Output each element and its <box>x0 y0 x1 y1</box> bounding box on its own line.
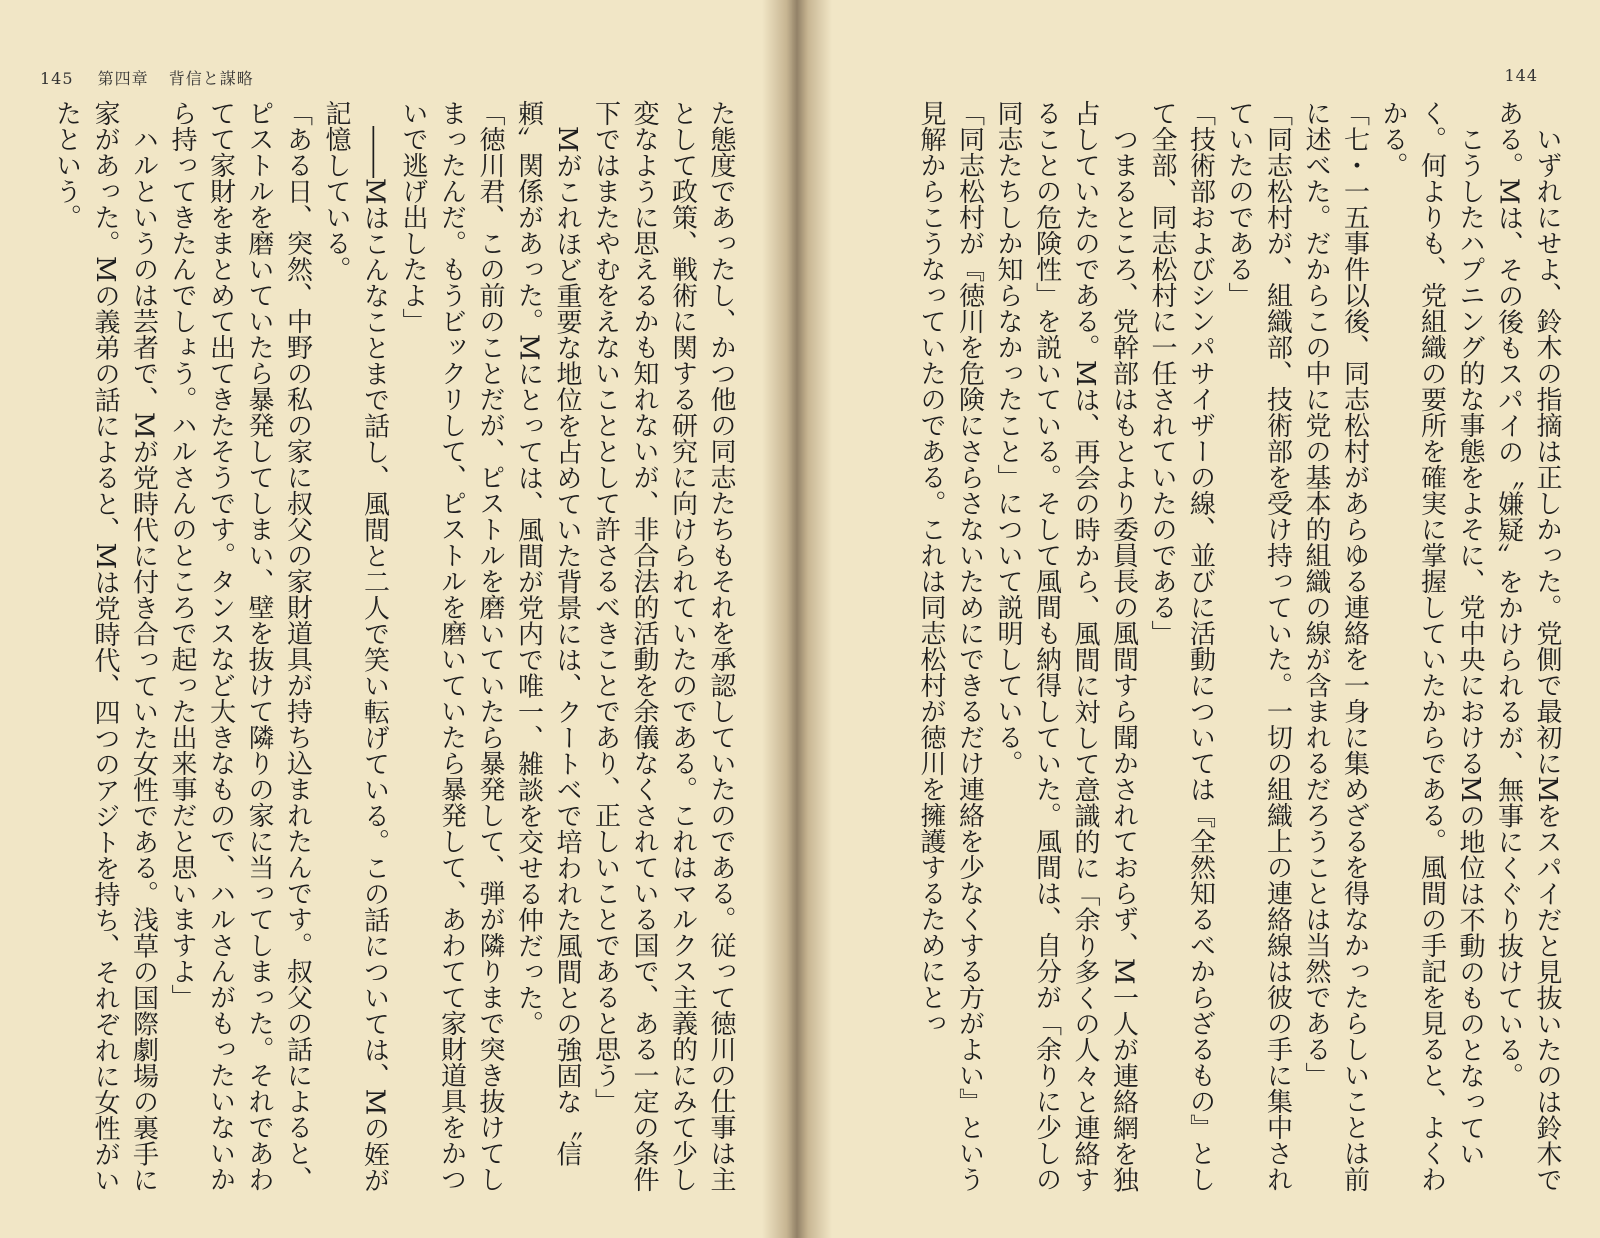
paragraph: いずれにせよ、鈴木の指摘は正しかった。党側で最初にMをスパイだと見抜いたのは鈴木である。Mは、その後もスパイの〝嫌疑〟をかけられるが、無事にくぐり抜けている。 <box>1493 100 1562 1193</box>
paragraph: ハルというのは芸者で、Mが党時代に付き合っていた女性である。浅草の国際劇場の裏手に家があった。Mの義弟の話によると、Mは党時代、四つのアジトを持ち、それぞれに女性がいたという。 <box>51 100 159 1194</box>
quotation: 「技術部およびシンパサイザーの線、並びに活動については『全然知るべからざるもの』として全部、同志松村に一任されていたのである」 <box>1147 100 1216 1192</box>
paragraph: つまるところ、党幹部はもとより委員長の風間すら聞かされておらず、M一人が連絡網を独占していたのである。Mは、再会の時から、風間に対して意識的に「余り多くの人々と連絡することの危険性」を説いている。そして風間も納得していた。風間は、自分が「余りに少しの同志たちしか知らなかったこと」について説明している。 <box>993 100 1139 1193</box>
quotation: 「同志松村が『徳川を危険にさらさないためにできるだけ連絡を少なくする方がよい』という見解からこうなっていたのである。これは同志松村が徳川を擁護するためにとっ <box>916 100 985 1192</box>
quotation: 「徳川君、この前のことだが、ピストルを磨いていたら暴発して、弾が隣りまで突き抜けてしまったんだ。もうビックリして、ピストルを磨いていたら暴発して、あわてて家財道具をかついで逃げ出したよ」 <box>398 100 505 1192</box>
right-running-head <box>1504 66 1538 85</box>
right-body-text <box>876 100 1566 1200</box>
left-page <box>0 0 792 1238</box>
paragraph: ――Mはこんなことまで話し、風間と二人で笑い転げている。この話については、Mの姪が記憶している。 <box>321 100 390 1194</box>
right-page-number: 144 <box>1504 66 1538 85</box>
book-gutter <box>762 0 832 1238</box>
right-page <box>808 0 1600 1238</box>
quotation: 「同志松村が、組織部、技術部を受け持っていた。一切の組織上の連絡線は彼の手に集中されていたのである」 <box>1224 100 1293 1192</box>
quotation: 「ある日、突然、中野の私の家に叔父の家財道具が持ち込まれたんです。叔父の話によると、ピストルを磨いていたら暴発してしまい、壁を抜けて隣りの家に当ってしまった。それであわてて家財をまとめて出てきたそうです。タンスなど大きなもので、ハルさんがもったいないから持ってきたんでしょう。ハルさんのところで起った出来事だと思いますよ」 <box>167 100 313 1192</box>
left-running-head <box>40 66 254 89</box>
paragraph: Mがこれほど重要な地位を占めていた背景には、クートベで培われた風間との強固な〝信頼〟関係があった。Mにとっては、風間が党内で唯一、雑談を交せる仲だった。 <box>513 100 582 1167</box>
quotation: 「七・一五事件以後、同志松村があらゆる連絡を一身に集めざるを得なかったらしいことは前に述べた。だからこの中に党の基本的組織の線が含まれるだろうことは当然である」 <box>1301 100 1370 1192</box>
paragraph: こうしたハプニング的な事態をよそに、党中央におけるMの地位は不動のものとなっていく。何よりも、党組織の要所を確実に掌握していたからである。風間の手記を見ると、よくわかる。 <box>1378 100 1485 1192</box>
chapter-label: 第四章 <box>97 69 149 88</box>
left-body-text <box>40 100 740 1200</box>
paragraph: た態度であったし、かつ他の同志たちもそれを承認していたのである。従って徳川の仕事は主として政策、戦術に関する研究に向けられていたのである。これはマルクス主義的にみて少し変なように思えるかも知れないが、非合法的活動を余儀なくされている国で、ある一定の条件下ではまたやむをえないこととして許さるべきことであり、正しいことであると思う」 <box>590 100 736 1192</box>
section-title: 背信と謀略 <box>168 69 254 88</box>
left-page-number: 145 <box>40 69 74 88</box>
